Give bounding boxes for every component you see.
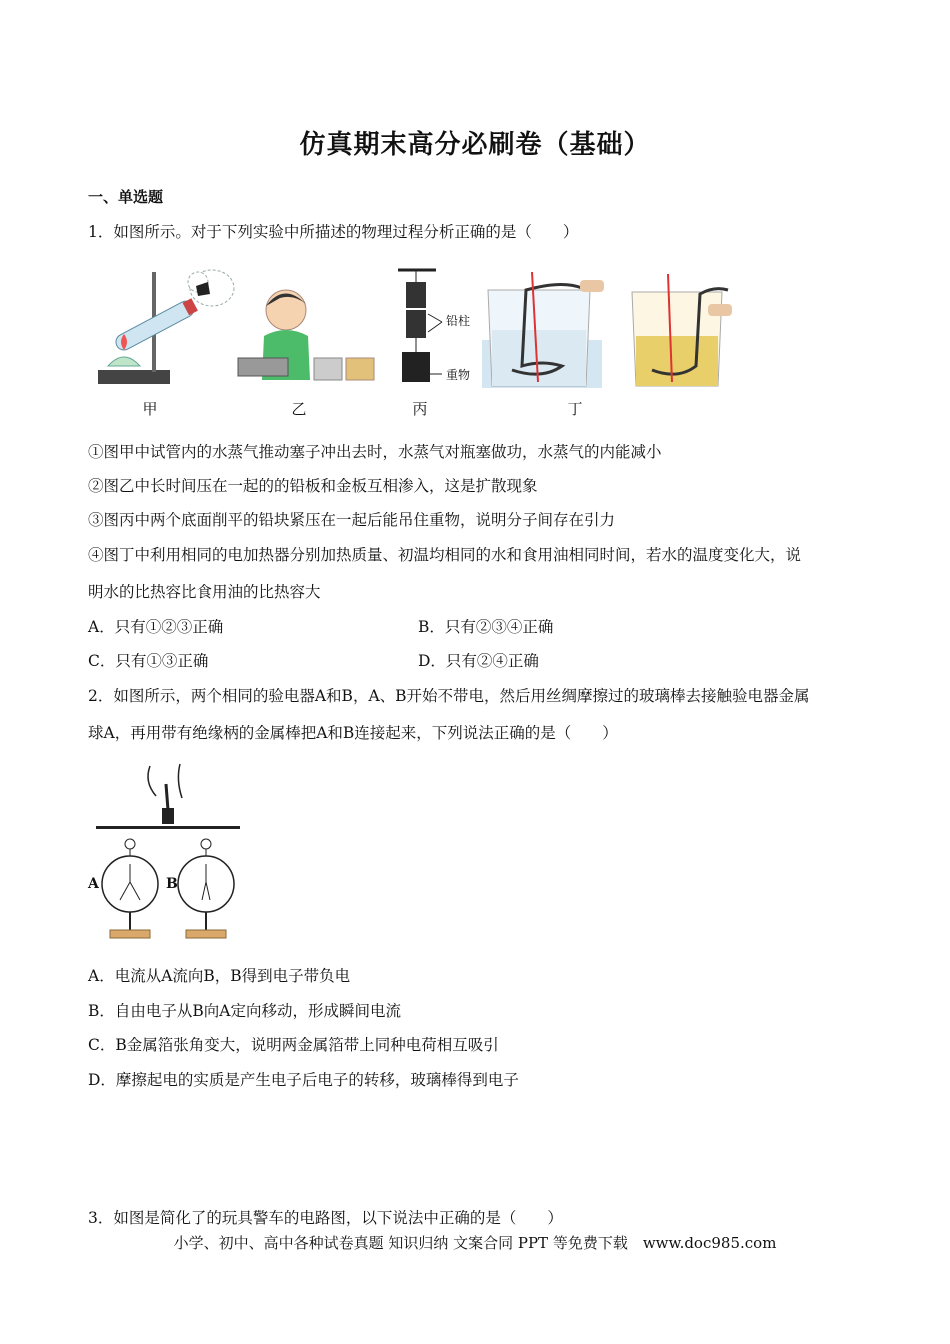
figure-label-jia: 甲 [142,400,158,418]
figure-yi [234,280,384,388]
q1-statement-4: ④图丁中利用相同的电加热器分别加热质量、初温均相同的水和食用油相同时间，若水的温度变化大，说 [88,546,802,564]
q1-option-c[interactable]: C．只有①③正确 [88,652,209,670]
q2-option-d[interactable]: D．摩擦起电的实质是产生电子后电子的转移，玻璃棒得到电子 [88,1071,519,1089]
q1-statement-4-cont: 明水的比热容比食用油的比热容大 [88,583,321,601]
q1-statement-1: ①图甲中试管内的水蒸气推动塞子冲出去时，水蒸气对瓶塞做功，水蒸气的内能减小 [88,443,662,461]
electroscope-label-b: B [166,876,178,892]
figure-electroscopes [86,758,246,946]
q1-statement-3: ③图丙中两个底面削平的铅块紧压在一起后能吊住重物，说明分子间存在引力 [88,511,616,529]
figure-bing [396,266,484,388]
figure-jia [94,262,239,390]
figure-label-bing: 丙 [412,400,428,418]
callout-lead-cylinder: 铅柱 [446,314,471,328]
q1-stem: 1．如图所示。对于下列实验中所描述的物理过程分析正确的是（ ） [88,223,579,241]
section-heading: 一、单选题 [88,188,164,206]
q1-option-a[interactable]: A．只有①②③正确 [88,618,224,636]
q1-option-b[interactable]: B．只有②③④正确 [418,618,554,636]
q3-stem: 3．如图是简化了的玩具警车的电路图，以下说法中正确的是（ ） [88,1209,563,1227]
q1-option-d[interactable]: D．只有②④正确 [418,652,539,670]
figure-label-yi: 乙 [291,400,307,418]
footer-text: 小学、初中、高中各种试卷真题 知识归纳 文案合同 PPT 等免费下载 www.doc985.com [173,1234,777,1252]
q2-stem-line1: 2．如图所示，两个相同的验电器A和B，A、B开始不带电，然后用丝绸摩擦过的玻璃棒去接触验电器金属 [88,687,810,705]
q2-option-c[interactable]: C．B金属箔张角变大，说明两金属箔带上同种电荷相互吸引 [88,1036,499,1054]
figure-ding [482,270,750,390]
electroscope-label-a: A [88,876,99,892]
q1-statement-2: ②图乙中长时间压在一起的的铅板和金板互相渗入，这是扩散现象 [88,477,538,495]
q2-option-b[interactable]: B．自由电子从B向A定向移动，形成瞬间电流 [88,1002,401,1020]
page-title: 仿真期末高分必刷卷（基础） [299,130,651,160]
q2-stem-line2: 球A，再用带有绝缘柄的金属棒把A和B连接起来，下列说法正确的是（ ） [88,724,618,742]
figure-label-ding: 丁 [567,400,583,418]
q2-option-a[interactable]: A．电流从A流向B，B得到电子带负电 [88,967,351,985]
callout-weight: 重物 [446,368,471,382]
